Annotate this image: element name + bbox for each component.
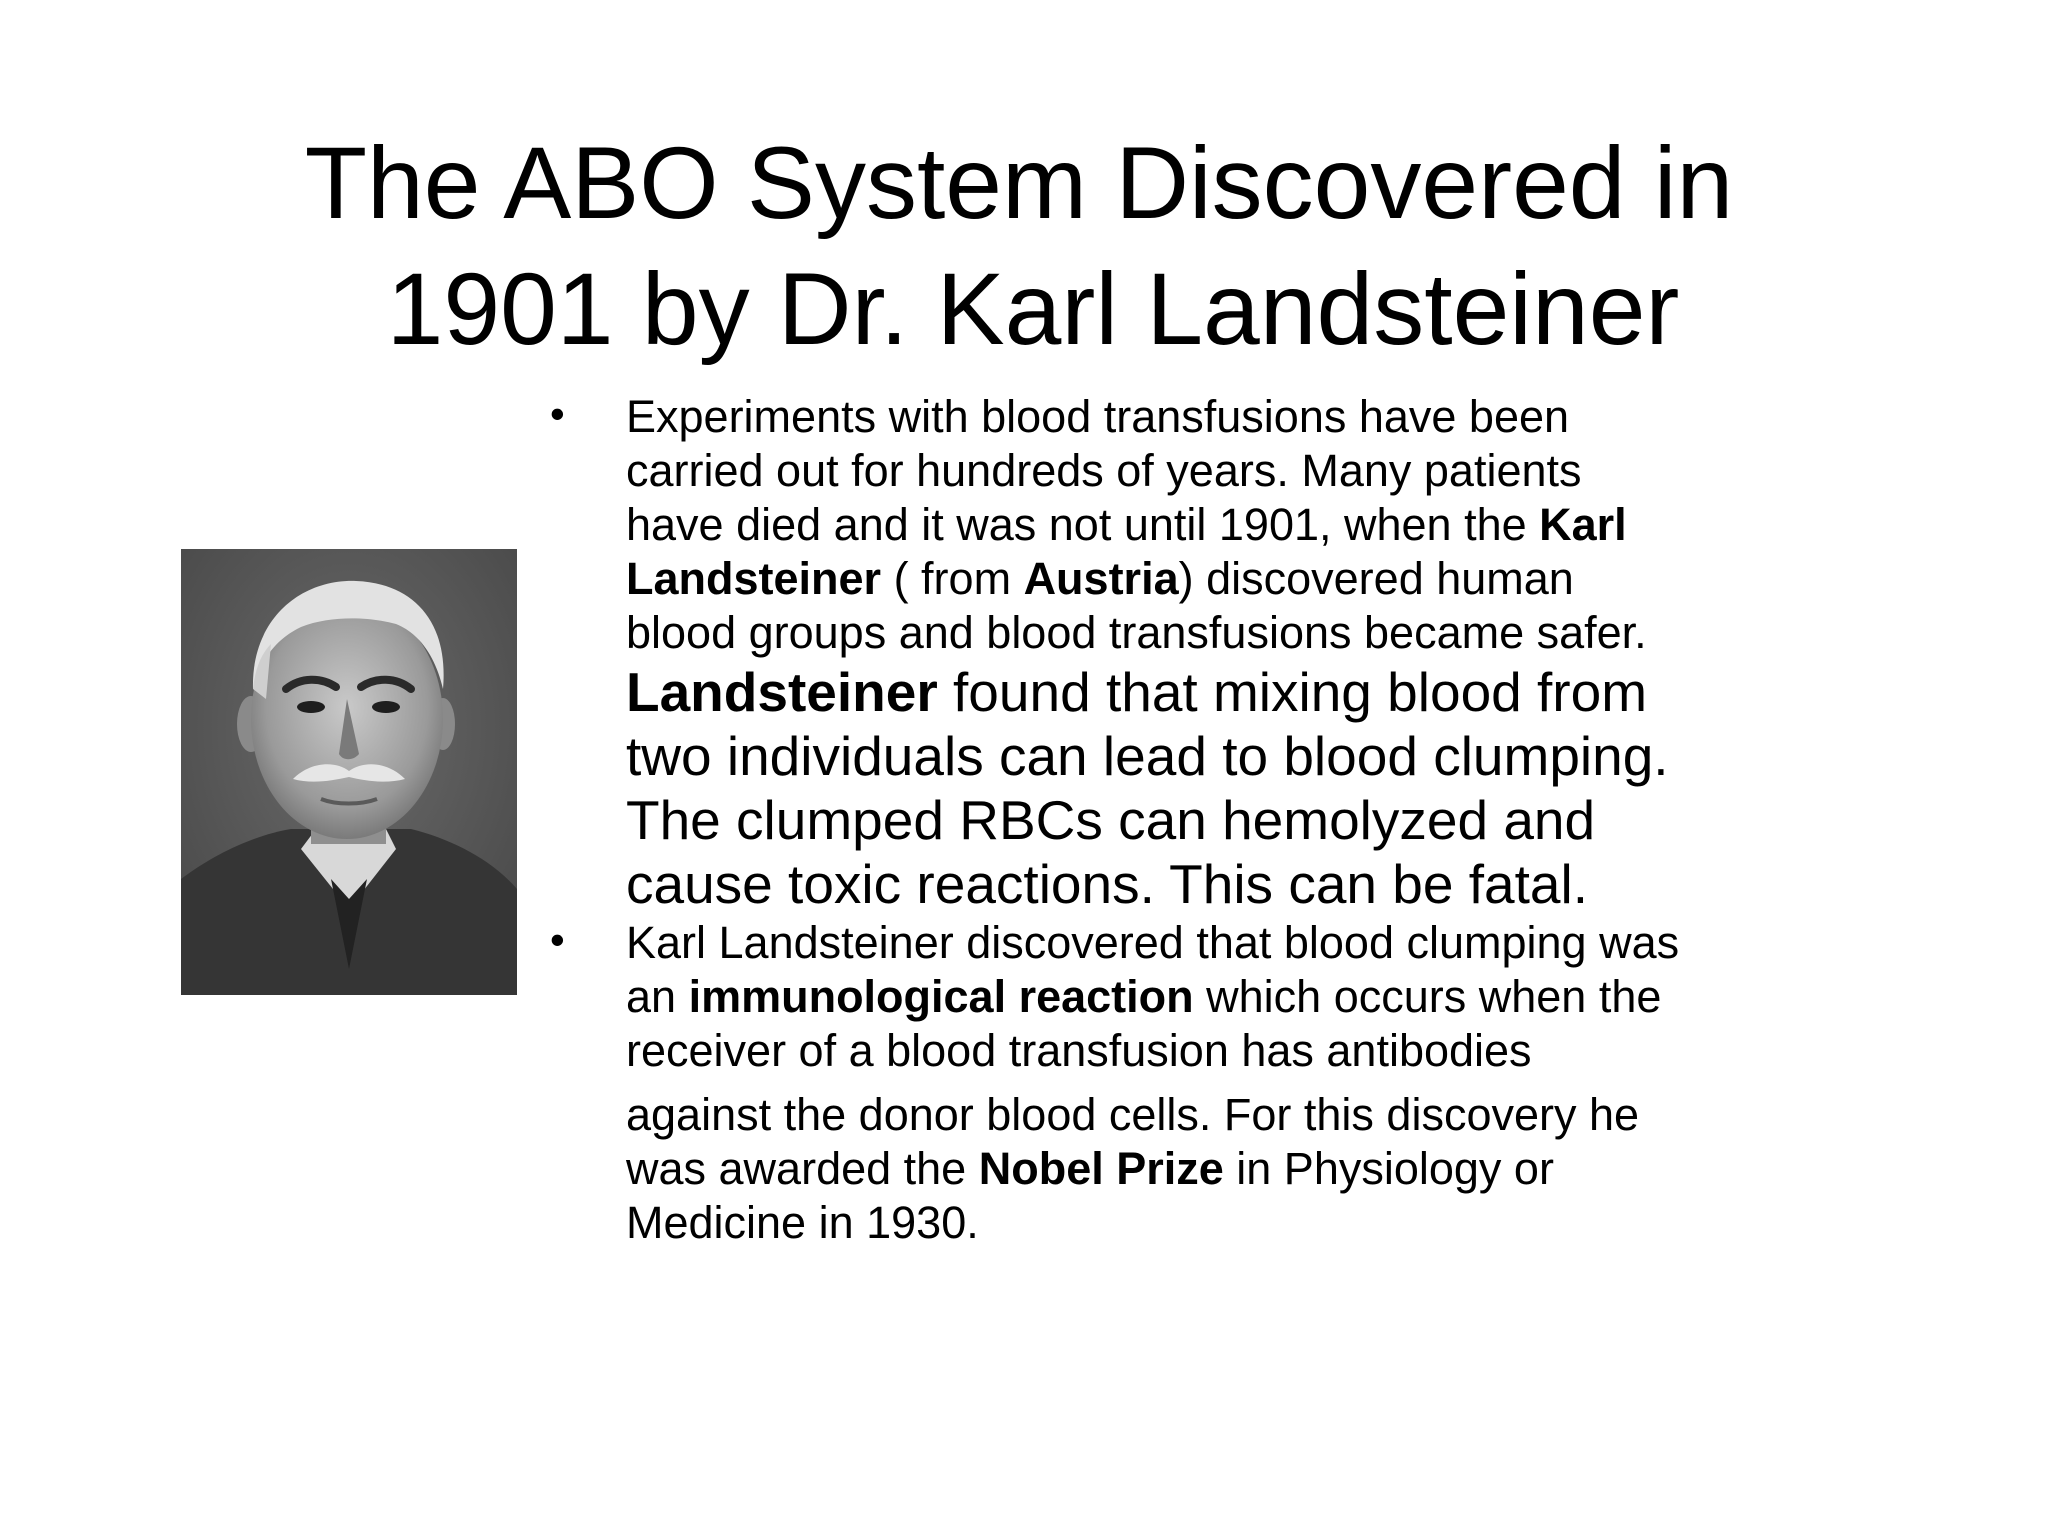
text-run: an (626, 971, 689, 1022)
line-gap (626, 1078, 1970, 1088)
text-line (626, 498, 1970, 552)
bullet-dot: • (550, 916, 565, 963)
text-line: Medicine in 1930. (626, 1197, 979, 1248)
text-line (626, 1142, 1970, 1196)
text-run: was awarded the (626, 1143, 979, 1194)
text-line: two individuals can lead to blood clumping. (626, 725, 1669, 787)
text-line: The clumped RBCs can hemolyzed and (626, 789, 1596, 851)
title-line-1: The ABO System Discovered in (304, 126, 1734, 240)
text-line (626, 552, 1970, 606)
bold-text: immunological reaction (688, 971, 1194, 1022)
bullet-1-paragraph-a (626, 390, 1970, 660)
text-line: cause toxic reactions. This can be fatal. (626, 853, 1588, 915)
text-line: carried out for hundreds of years. Many patients (626, 445, 1582, 496)
bullet-item-1 (540, 390, 1970, 916)
bold-text: Karl (1539, 499, 1627, 550)
bullet-dot: • (550, 390, 565, 437)
text-run: which occurs when the (1193, 971, 1662, 1022)
text-line (626, 660, 1970, 724)
bold-text: Landsteiner (626, 553, 882, 604)
bullet-1-paragraph-b (626, 660, 1970, 916)
text-run: ) discovered human (1178, 553, 1574, 604)
text-line (626, 970, 1970, 1024)
title-line-2: 1901 by Dr. Karl Landsteiner (386, 252, 1680, 366)
text-run: ( from (881, 553, 1024, 604)
text-line: against the donor blood cells. For this discovery he (626, 1089, 1640, 1140)
bold-text: Nobel Prize (978, 1143, 1224, 1194)
portrait-photo (181, 549, 517, 995)
portrait-illustration (181, 549, 517, 995)
bullet-list (540, 390, 1970, 1250)
text-run: found that mixing blood from (937, 661, 1648, 723)
bold-text: Landsteiner (626, 661, 938, 723)
bullet-2-paragraph (626, 916, 1970, 1250)
text-run: in Physiology or (1223, 1143, 1554, 1194)
text-line: blood groups and blood transfusions became safer. (626, 607, 1647, 658)
bold-text: Austria (1023, 553, 1179, 604)
bullet-item-2 (540, 916, 1970, 1250)
text-run: have died and it was not until 1901, when the (626, 499, 1540, 550)
text-line: Experiments with blood transfusions have been (626, 391, 1570, 442)
text-line: receiver of a blood transfusion has antibodies (626, 1025, 1532, 1076)
slide-title (0, 120, 2048, 372)
text-line: Karl Landsteiner discovered that blood clumping was (626, 917, 1680, 968)
